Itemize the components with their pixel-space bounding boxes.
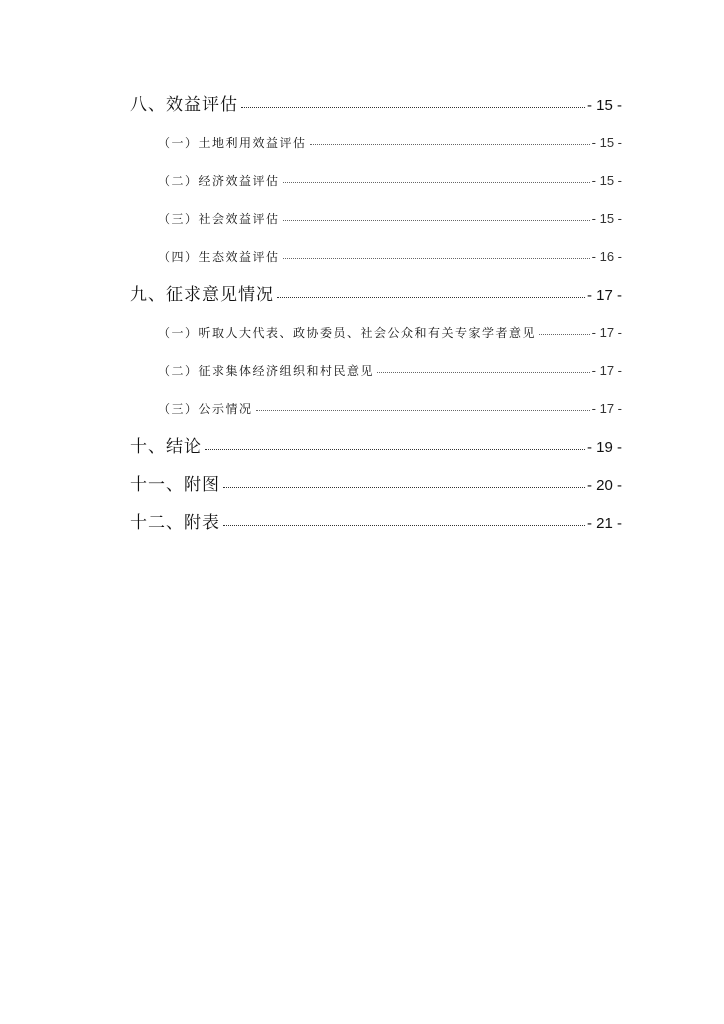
toc-entry-title: （三）社会效益评估 (158, 212, 280, 226)
toc-entry-title: 九、征求意见情况 (130, 285, 274, 305)
toc-entry-villager-opinions[interactable] (130, 352, 622, 390)
toc-page-number: - 20 - (586, 477, 622, 494)
toc-dot-leader (256, 410, 590, 411)
toc-entry-ecological-benefit[interactable] (130, 238, 622, 276)
toc-page-number: - 21 - (586, 515, 622, 532)
toc-page-number: - 15 - (591, 173, 622, 188)
toc-entry-public-notice[interactable] (130, 390, 622, 428)
toc-dot-leader (223, 525, 585, 526)
toc-page-number: - 16 - (591, 249, 622, 264)
toc-entry-title: 十一、附图 (130, 475, 220, 495)
table-of-contents (130, 86, 622, 542)
toc-page-number: - 17 - (591, 325, 622, 340)
toc-dot-leader (310, 144, 590, 145)
toc-entry-title: （一）土地利用效益评估 (158, 136, 307, 150)
toc-entry-land-use-benefit[interactable] (130, 124, 622, 162)
toc-entry-attached-maps[interactable] (130, 466, 622, 504)
toc-dot-leader (223, 487, 585, 488)
toc-dot-leader (539, 334, 590, 335)
toc-entry-economic-benefit[interactable] (130, 162, 622, 200)
toc-entry-expert-opinions[interactable] (130, 314, 622, 352)
toc-entry-title: 十、结论 (130, 437, 202, 457)
toc-page-number: - 17 - (591, 401, 622, 416)
toc-entry-title: （二）征求集体经济组织和村民意见 (158, 364, 375, 378)
toc-dot-leader (277, 297, 585, 298)
toc-dot-leader (283, 220, 590, 221)
toc-dot-leader (377, 372, 590, 373)
toc-entry-title: （三）公示情况 (158, 402, 253, 416)
toc-entry-title: 十二、附表 (130, 513, 220, 533)
toc-entry-title: 八、效益评估 (130, 95, 238, 115)
toc-entry-opinion-solicitation[interactable] (130, 276, 622, 314)
toc-page-number: - 19 - (586, 439, 622, 456)
toc-page-number: - 15 - (586, 97, 622, 114)
toc-page-number: - 15 - (591, 211, 622, 226)
toc-dot-leader (283, 258, 590, 259)
toc-entry-title: （四）生态效益评估 (158, 250, 280, 264)
toc-dot-leader (205, 449, 585, 450)
toc-dot-leader (241, 107, 585, 108)
toc-page-number: - 17 - (586, 287, 622, 304)
toc-page-number: - 17 - (591, 363, 622, 378)
toc-page-number: - 15 - (591, 135, 622, 150)
toc-entry-conclusion[interactable] (130, 428, 622, 466)
toc-entry-benefit-assessment[interactable] (130, 86, 622, 124)
toc-entry-title: （一）听取人大代表、政协委员、社会公众和有关专家学者意见 (158, 326, 537, 340)
toc-dot-leader (283, 182, 590, 183)
toc-entry-title: （二）经济效益评估 (158, 174, 280, 188)
toc-entry-social-benefit[interactable] (130, 200, 622, 238)
toc-entry-attached-tables[interactable] (130, 504, 622, 542)
